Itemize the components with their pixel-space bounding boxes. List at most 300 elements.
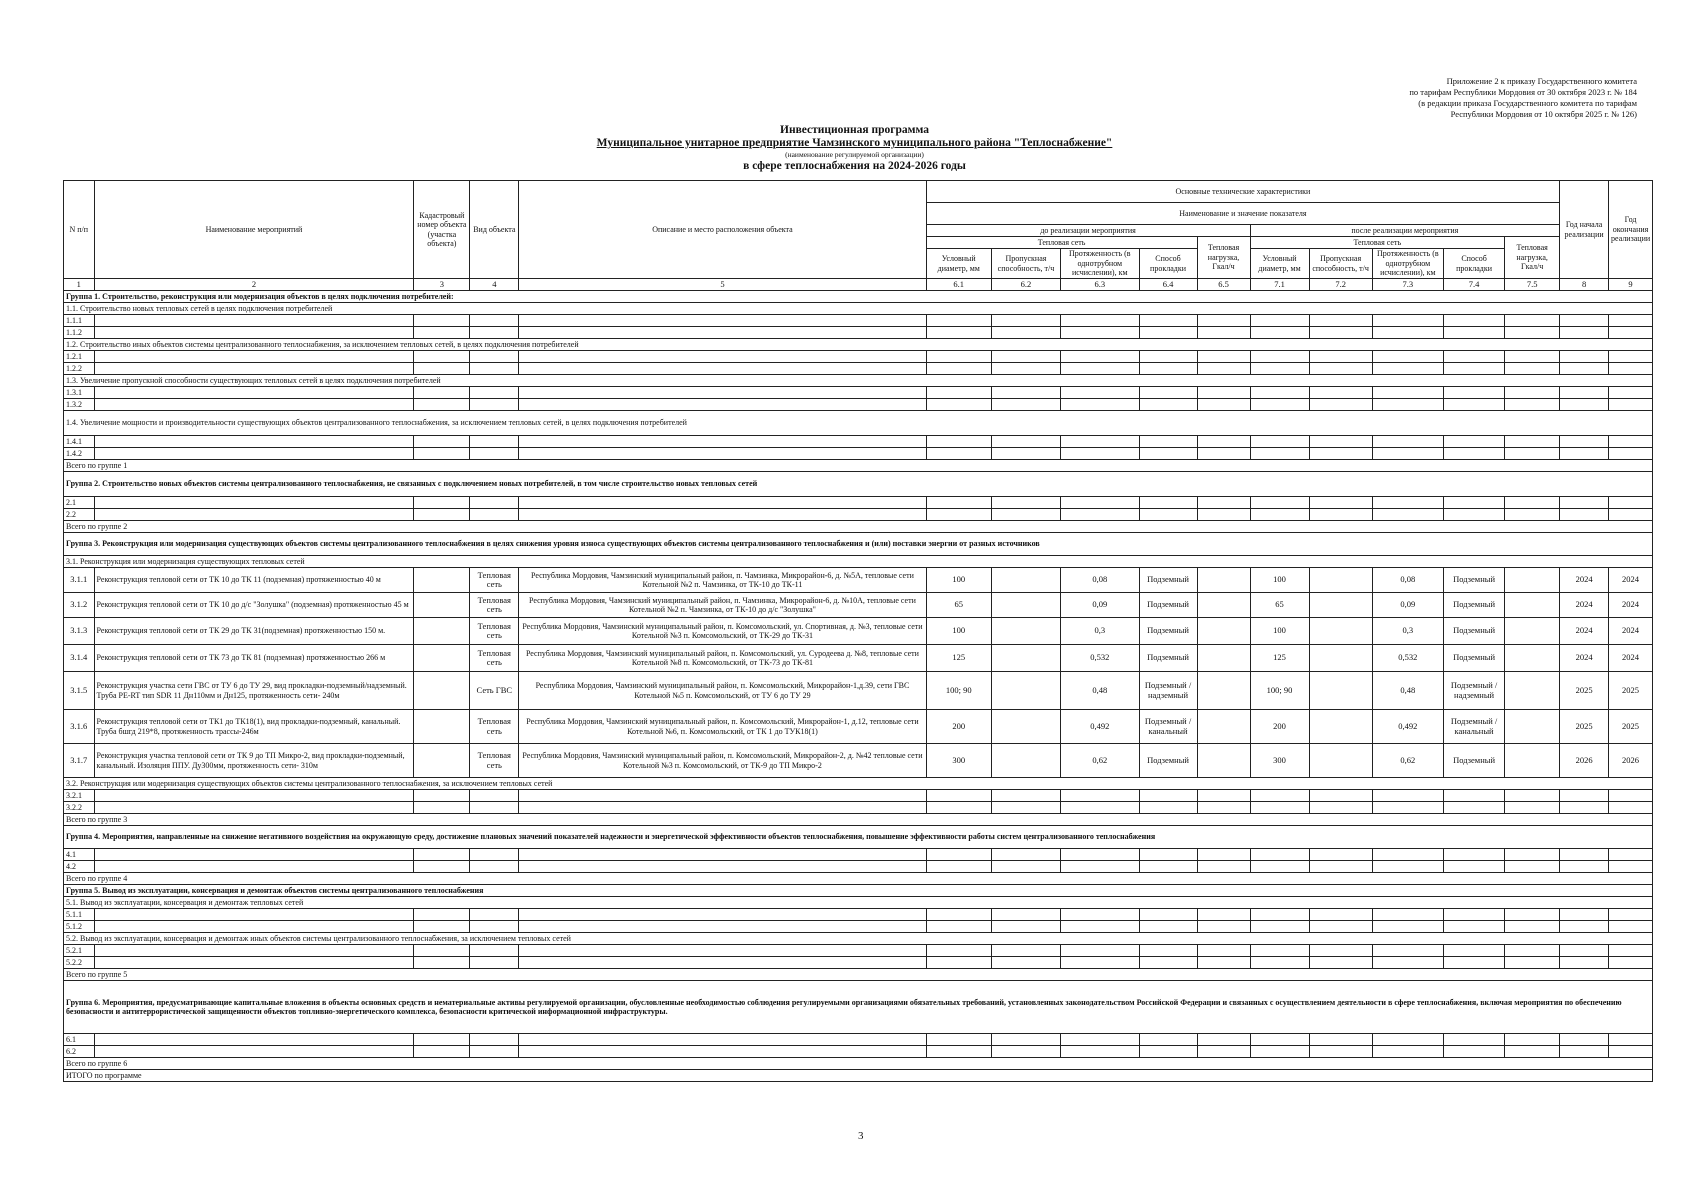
cell-desc: Республика Мордовия, Чамзинский муниципальный район, п. Комсомольский, ул. Суродеева д. №8, тепловые сети Котельной №8 п. Комсомольский, от ТК-73 до ТК-81 bbox=[519, 645, 926, 672]
empty-cell bbox=[1372, 921, 1443, 933]
empty-cell bbox=[926, 436, 991, 448]
table-row bbox=[64, 315, 1653, 327]
cell-name: Реконструкция тепловой сети от ТК 29 до ТК 31(подземная) протяженностью 150 м. bbox=[94, 618, 414, 645]
header-description: Описание и место расположения объекта bbox=[519, 181, 926, 279]
empty-cell bbox=[414, 363, 470, 375]
cell-c2 bbox=[1309, 568, 1372, 593]
empty-cell bbox=[1197, 849, 1250, 861]
section-title: Всего по группе 2 bbox=[64, 521, 1653, 533]
section-title: Группа 2. Строительство новых объектов системы централизованного теплоснабжения, не связанных с подключением новых потребителей, в том числе строительство новых тепловых сетей bbox=[64, 472, 1653, 497]
cell-start: 2026 bbox=[1560, 744, 1609, 778]
table-row bbox=[64, 497, 1653, 509]
empty-cell bbox=[414, 509, 470, 521]
cell-m2: Подземный bbox=[1444, 593, 1505, 618]
empty-cell bbox=[1560, 327, 1609, 339]
empty-cell bbox=[519, 399, 926, 411]
empty-cell bbox=[1505, 790, 1560, 802]
column-number-cell: 6.5 bbox=[1197, 279, 1250, 291]
empty-cell bbox=[1139, 351, 1197, 363]
empty-cell bbox=[1309, 849, 1372, 861]
cell-m1: Подземный bbox=[1139, 593, 1197, 618]
section-row bbox=[64, 981, 1653, 1034]
empty-cell bbox=[1061, 448, 1139, 460]
empty-cell bbox=[94, 1046, 414, 1058]
empty-cell bbox=[1372, 1034, 1443, 1046]
column-number-cell: 6.1 bbox=[926, 279, 991, 291]
cell-m2: Подземный bbox=[1444, 618, 1505, 645]
cell-num: 3.1.6 bbox=[64, 710, 95, 744]
empty-cell bbox=[1139, 327, 1197, 339]
cell-type: Тепловая сеть bbox=[470, 568, 519, 593]
cell-num: 3.1.3 bbox=[64, 618, 95, 645]
empty-cell bbox=[414, 945, 470, 957]
empty-cell bbox=[519, 1046, 926, 1058]
empty-cell bbox=[1444, 909, 1505, 921]
empty-cell bbox=[1505, 909, 1560, 921]
section-row bbox=[64, 303, 1653, 315]
section-row bbox=[64, 933, 1653, 945]
column-number-cell: 1 bbox=[64, 279, 95, 291]
table-row bbox=[64, 618, 1653, 645]
cell-l2: 0,48 bbox=[1372, 672, 1443, 710]
empty-cell bbox=[1139, 957, 1197, 969]
cell-c2 bbox=[1309, 593, 1372, 618]
empty-cell bbox=[1250, 436, 1309, 448]
empty-cell bbox=[470, 497, 519, 509]
empty-cell bbox=[1197, 351, 1250, 363]
table-body bbox=[64, 181, 1653, 1082]
header-network-before: Тепловая сеть bbox=[926, 237, 1197, 249]
empty-cell bbox=[414, 957, 470, 969]
empty-cell bbox=[1139, 1046, 1197, 1058]
section-title: Всего по группе 3 bbox=[64, 814, 1653, 826]
empty-cell bbox=[519, 497, 926, 509]
cell-h1 bbox=[1197, 672, 1250, 710]
cell-l1: 0,08 bbox=[1061, 568, 1139, 593]
empty-cell bbox=[991, 509, 1060, 521]
empty-cell bbox=[1609, 790, 1653, 802]
empty-cell bbox=[1560, 921, 1609, 933]
empty-cell bbox=[1609, 957, 1653, 969]
section-row bbox=[64, 1058, 1653, 1070]
empty-cell bbox=[414, 790, 470, 802]
section-row bbox=[64, 814, 1653, 826]
empty-cell bbox=[1061, 509, 1139, 521]
empty-cell bbox=[94, 921, 414, 933]
empty-cell bbox=[1505, 802, 1560, 814]
row-number: 1.1.2 bbox=[64, 327, 95, 339]
cell-end: 2025 bbox=[1609, 672, 1653, 710]
empty-cell bbox=[1250, 849, 1309, 861]
empty-cell bbox=[926, 351, 991, 363]
empty-cell bbox=[1250, 497, 1309, 509]
empty-cell bbox=[991, 399, 1060, 411]
table-row bbox=[64, 1034, 1653, 1046]
column-number-cell: 7.4 bbox=[1444, 279, 1505, 291]
empty-cell bbox=[1505, 387, 1560, 399]
empty-cell bbox=[1372, 1046, 1443, 1058]
empty-cell bbox=[1061, 1034, 1139, 1046]
empty-cell bbox=[1560, 387, 1609, 399]
empty-cell bbox=[926, 861, 991, 873]
section-title: Всего по группе 1 bbox=[64, 460, 1653, 472]
cell-num: 3.1.5 bbox=[64, 672, 95, 710]
empty-cell bbox=[1444, 448, 1505, 460]
annex-line: по тарифам Республики Мордовия от 30 октября 2023 г. № 184 bbox=[1409, 87, 1637, 97]
empty-cell bbox=[1505, 945, 1560, 957]
cell-m1: Подземный bbox=[1139, 645, 1197, 672]
cell-l1: 0,62 bbox=[1061, 744, 1139, 778]
empty-cell bbox=[1139, 1034, 1197, 1046]
cell-h2 bbox=[1505, 593, 1560, 618]
empty-cell bbox=[470, 448, 519, 460]
empty-cell bbox=[1444, 363, 1505, 375]
empty-cell bbox=[1250, 957, 1309, 969]
cell-desc: Республика Мордовия, Чамзинский муниципальный район, п. Комсомольский, Микрорайон-2, д. №42 тепловые сети Котельной №3 п. Комсомольский, от ТК-9 до ТП Микро-2 bbox=[519, 744, 926, 778]
empty-cell bbox=[991, 957, 1060, 969]
cell-m1: Подземный / надземный bbox=[1139, 672, 1197, 710]
cell-desc: Республика Мордовия, Чамзинский муниципальный район, п. Комсомольский, Микрорайон-1,д.39, сети ГВС Котельной №5 п. Комсомольский, от ТУ 6 до ТУ 29 bbox=[519, 672, 926, 710]
empty-cell bbox=[1372, 436, 1443, 448]
header-method-after: Способ прокладки bbox=[1444, 249, 1505, 279]
cell-name: Реконструкция тепловой сети от ТК 73 до ТК 81 (подземная) протяженностью 266 м bbox=[94, 645, 414, 672]
empty-cell bbox=[1197, 315, 1250, 327]
empty-cell bbox=[1197, 790, 1250, 802]
empty-cell bbox=[1560, 448, 1609, 460]
empty-cell bbox=[414, 1046, 470, 1058]
cell-m2: Подземный bbox=[1444, 744, 1505, 778]
empty-cell bbox=[94, 327, 414, 339]
cell-num: 3.1.4 bbox=[64, 645, 95, 672]
empty-cell bbox=[1444, 945, 1505, 957]
section-title: Группа 5. Вывод из эксплуатации, консервация и демонтаж объектов системы централизованного теплоснабжения bbox=[64, 885, 1653, 897]
empty-cell bbox=[1250, 790, 1309, 802]
cell-d2: 200 bbox=[1250, 710, 1309, 744]
cell-c1 bbox=[991, 744, 1060, 778]
empty-cell bbox=[1372, 945, 1443, 957]
cell-l1: 0,532 bbox=[1061, 645, 1139, 672]
section-title: 5.2. Вывод из эксплуатации, консервация и демонтаж иных объектов системы централизованного теплоснабжения, за исключением тепловых сетей bbox=[64, 933, 1653, 945]
cell-d1: 100; 90 bbox=[926, 672, 991, 710]
column-number-cell: 7.2 bbox=[1309, 279, 1372, 291]
empty-cell bbox=[991, 351, 1060, 363]
row-number: 1.1.1 bbox=[64, 315, 95, 327]
header-length-after: Протяженность (в однотрубном исчислении), км bbox=[1372, 249, 1443, 279]
cell-l1: 0,09 bbox=[1061, 593, 1139, 618]
cell-d2: 300 bbox=[1250, 744, 1309, 778]
empty-cell bbox=[1061, 945, 1139, 957]
empty-cell bbox=[991, 436, 1060, 448]
empty-cell bbox=[1444, 957, 1505, 969]
empty-cell bbox=[1609, 849, 1653, 861]
empty-cell bbox=[414, 351, 470, 363]
empty-cell bbox=[1197, 1034, 1250, 1046]
section-title: 3.1. Реконструкция или модернизация существующих тепловых сетей bbox=[64, 556, 1653, 568]
empty-cell bbox=[991, 1034, 1060, 1046]
column-number-cell: 6.4 bbox=[1139, 279, 1197, 291]
column-number-cell: 9 bbox=[1609, 279, 1653, 291]
empty-cell bbox=[519, 509, 926, 521]
empty-cell bbox=[1250, 1046, 1309, 1058]
empty-cell bbox=[519, 387, 926, 399]
row-number: 5.2.2 bbox=[64, 957, 95, 969]
row-number: 2.1 bbox=[64, 497, 95, 509]
empty-cell bbox=[1250, 448, 1309, 460]
empty-cell bbox=[1250, 387, 1309, 399]
section-row bbox=[64, 460, 1653, 472]
cell-end: 2024 bbox=[1609, 645, 1653, 672]
empty-cell bbox=[1609, 327, 1653, 339]
empty-cell bbox=[991, 327, 1060, 339]
empty-cell bbox=[470, 436, 519, 448]
cell-d1: 200 bbox=[926, 710, 991, 744]
section-title: Группа 1. Строительство, реконструкция или модернизация объектов в целях подключения потребителей: bbox=[64, 291, 1653, 303]
empty-cell bbox=[1139, 802, 1197, 814]
cell-cadastral bbox=[414, 744, 470, 778]
cell-c1 bbox=[991, 568, 1060, 593]
empty-cell bbox=[470, 509, 519, 521]
cell-cadastral bbox=[414, 568, 470, 593]
empty-cell bbox=[1444, 399, 1505, 411]
cell-num: 3.1.7 bbox=[64, 744, 95, 778]
empty-cell bbox=[1139, 509, 1197, 521]
document-title-block bbox=[0, 124, 1697, 173]
empty-cell bbox=[1197, 399, 1250, 411]
empty-cell bbox=[1061, 315, 1139, 327]
empty-cell bbox=[1372, 315, 1443, 327]
table-row bbox=[64, 327, 1653, 339]
section-row bbox=[64, 291, 1653, 303]
section-title: Всего по группе 5 bbox=[64, 969, 1653, 981]
column-number-cell: 5 bbox=[519, 279, 926, 291]
empty-cell bbox=[1505, 921, 1560, 933]
header-indicator: Наименование и значение показателя bbox=[926, 203, 1560, 225]
empty-cell bbox=[1139, 861, 1197, 873]
empty-cell bbox=[1560, 790, 1609, 802]
cell-start: 2024 bbox=[1560, 645, 1609, 672]
cell-desc: Республика Мордовия, Чамзинский муниципальный район, п. Чамзинка, Микрорайон-6, д. №10А, тепловые сети Котельной №2 п. Чамзинка, от ТК-10 до д/с "Золушка" bbox=[519, 593, 926, 618]
empty-cell bbox=[1444, 497, 1505, 509]
empty-cell bbox=[1372, 509, 1443, 521]
table-row bbox=[64, 593, 1653, 618]
empty-cell bbox=[1061, 387, 1139, 399]
row-number: 4.1 bbox=[64, 849, 95, 861]
empty-cell bbox=[94, 448, 414, 460]
header-diameter-after: Условный диаметр, мм bbox=[1250, 249, 1309, 279]
empty-cell bbox=[1061, 790, 1139, 802]
empty-cell bbox=[1560, 436, 1609, 448]
cell-cadastral bbox=[414, 710, 470, 744]
empty-cell bbox=[1139, 790, 1197, 802]
section-row bbox=[64, 375, 1653, 387]
empty-cell bbox=[94, 363, 414, 375]
cell-start: 2025 bbox=[1560, 710, 1609, 744]
empty-cell bbox=[470, 861, 519, 873]
empty-cell bbox=[1444, 802, 1505, 814]
cell-c2 bbox=[1309, 710, 1372, 744]
column-number-cell: 7.3 bbox=[1372, 279, 1443, 291]
empty-cell bbox=[470, 351, 519, 363]
table-row bbox=[64, 645, 1653, 672]
empty-cell bbox=[1197, 909, 1250, 921]
table-row bbox=[64, 861, 1653, 873]
cell-name: Реконструкция тепловой сети от ТК 10 до ТК 11 (подземная) протяженностью 40 м bbox=[94, 568, 414, 593]
empty-cell bbox=[414, 497, 470, 509]
table-row bbox=[64, 744, 1653, 778]
cell-start: 2024 bbox=[1560, 593, 1609, 618]
header-after: после реализации мероприятия bbox=[1250, 225, 1560, 237]
section-title: Группа 4. Мероприятия, направленные на снижение негативного воздействия на окружающую среду, достижение плановых значений показателей надежности и энергетической эффективности объектов теплоснабжения, повышение эффективности работы систем централизованного теплоснабжения bbox=[64, 826, 1653, 849]
empty-cell bbox=[1372, 327, 1443, 339]
cell-d1: 100 bbox=[926, 618, 991, 645]
empty-cell bbox=[1609, 921, 1653, 933]
cell-h2 bbox=[1505, 645, 1560, 672]
empty-cell bbox=[414, 921, 470, 933]
header-capacity-after: Пропускная способность, т/ч bbox=[1309, 249, 1372, 279]
empty-cell bbox=[1609, 497, 1653, 509]
cell-l2: 0,08 bbox=[1372, 568, 1443, 593]
empty-cell bbox=[991, 861, 1060, 873]
empty-cell bbox=[94, 436, 414, 448]
empty-cell bbox=[1372, 957, 1443, 969]
empty-cell bbox=[1609, 363, 1653, 375]
empty-cell bbox=[1609, 1046, 1653, 1058]
section-row bbox=[64, 556, 1653, 568]
empty-cell bbox=[519, 802, 926, 814]
empty-cell bbox=[519, 957, 926, 969]
empty-cell bbox=[1560, 909, 1609, 921]
table-row bbox=[64, 363, 1653, 375]
header-cadastral: Кадастровый номер объекта (участка объекта) bbox=[414, 181, 470, 279]
empty-cell bbox=[1197, 945, 1250, 957]
empty-cell bbox=[1560, 957, 1609, 969]
empty-cell bbox=[414, 1034, 470, 1046]
empty-cell bbox=[519, 945, 926, 957]
organization-note: (наименование регулируемой организации) bbox=[785, 150, 924, 159]
cell-h2 bbox=[1505, 568, 1560, 593]
empty-cell bbox=[926, 802, 991, 814]
empty-cell bbox=[926, 387, 991, 399]
empty-cell bbox=[991, 448, 1060, 460]
cell-end: 2026 bbox=[1609, 744, 1653, 778]
section-row bbox=[64, 826, 1653, 849]
empty-cell bbox=[94, 790, 414, 802]
empty-cell bbox=[1197, 1046, 1250, 1058]
empty-cell bbox=[926, 790, 991, 802]
empty-cell bbox=[519, 921, 926, 933]
table-row bbox=[64, 957, 1653, 969]
empty-cell bbox=[1250, 861, 1309, 873]
empty-cell bbox=[1061, 921, 1139, 933]
section-row bbox=[64, 533, 1653, 556]
empty-cell bbox=[414, 315, 470, 327]
empty-cell bbox=[1560, 802, 1609, 814]
empty-cell bbox=[1061, 351, 1139, 363]
empty-cell bbox=[1309, 802, 1372, 814]
empty-cell bbox=[414, 327, 470, 339]
cell-start: 2024 bbox=[1560, 568, 1609, 593]
cell-end: 2025 bbox=[1609, 710, 1653, 744]
section-title: ИТОГО по программе bbox=[64, 1070, 1653, 1082]
empty-cell bbox=[1372, 497, 1443, 509]
empty-cell bbox=[470, 849, 519, 861]
cell-c1 bbox=[991, 672, 1060, 710]
empty-cell bbox=[1139, 448, 1197, 460]
empty-cell bbox=[1309, 351, 1372, 363]
empty-cell bbox=[1197, 861, 1250, 873]
section-title: 1.4. Увеличение мощности и производительности существующих объектов централизованного теплоснабжения, за исключением тепловых сетей, в целях подключения потребителей bbox=[64, 411, 1653, 436]
empty-cell bbox=[1372, 802, 1443, 814]
cell-end: 2024 bbox=[1609, 618, 1653, 645]
annex-line: Республики Мордовия от 10 октября 2025 г. № 126) bbox=[1450, 109, 1637, 119]
header-load-after: Тепловая нагрузка, Гкал/ч bbox=[1505, 237, 1560, 279]
row-number: 5.1.1 bbox=[64, 909, 95, 921]
cell-type: Тепловая сеть bbox=[470, 593, 519, 618]
empty-cell bbox=[1560, 849, 1609, 861]
empty-cell bbox=[926, 909, 991, 921]
cell-name: Реконструкция участка тепловой сети от ТК 9 до ТП Микро-2, вид прокладки-подземный, канальный. Изоляция ППУ. Ду300мм, протяженность сети- 310м bbox=[94, 744, 414, 778]
empty-cell bbox=[519, 909, 926, 921]
cell-d2: 100 bbox=[1250, 568, 1309, 593]
empty-cell bbox=[1139, 436, 1197, 448]
empty-cell bbox=[94, 957, 414, 969]
empty-cell bbox=[926, 849, 991, 861]
empty-cell bbox=[1139, 399, 1197, 411]
section-title: 1.1. Строительство новых тепловых сетей в целях подключения потребителей bbox=[64, 303, 1653, 315]
empty-cell bbox=[1560, 509, 1609, 521]
empty-cell bbox=[1444, 1046, 1505, 1058]
empty-cell bbox=[1250, 909, 1309, 921]
empty-cell bbox=[1609, 1034, 1653, 1046]
empty-cell bbox=[991, 1046, 1060, 1058]
section-title: Группа 3. Реконструкция или модернизация существующих объектов системы централизованного теплоснабжения в целях снижения уровня износа существующих объектов системы централизованного теплоснабжения и (или) поставки энергии от разных источников bbox=[64, 533, 1653, 556]
empty-cell bbox=[1372, 363, 1443, 375]
empty-cell bbox=[926, 497, 991, 509]
empty-cell bbox=[1609, 387, 1653, 399]
cell-end: 2024 bbox=[1609, 593, 1653, 618]
empty-cell bbox=[1505, 399, 1560, 411]
empty-cell bbox=[1372, 448, 1443, 460]
section-row bbox=[64, 969, 1653, 981]
cell-d2: 100 bbox=[1250, 618, 1309, 645]
empty-cell bbox=[94, 849, 414, 861]
empty-cell bbox=[94, 351, 414, 363]
table-row bbox=[64, 849, 1653, 861]
empty-cell bbox=[414, 436, 470, 448]
empty-cell bbox=[414, 387, 470, 399]
section-row bbox=[64, 521, 1653, 533]
empty-cell bbox=[1505, 363, 1560, 375]
cell-type: Тепловая сеть bbox=[470, 710, 519, 744]
empty-cell bbox=[991, 315, 1060, 327]
empty-cell bbox=[519, 315, 926, 327]
empty-cell bbox=[1372, 351, 1443, 363]
empty-cell bbox=[1139, 497, 1197, 509]
empty-cell bbox=[1505, 957, 1560, 969]
table-row bbox=[64, 672, 1653, 710]
row-number: 6.1 bbox=[64, 1034, 95, 1046]
cell-m1: Подземный bbox=[1139, 618, 1197, 645]
empty-cell bbox=[1061, 802, 1139, 814]
empty-cell bbox=[1139, 921, 1197, 933]
cell-h2 bbox=[1505, 710, 1560, 744]
cell-d2: 125 bbox=[1250, 645, 1309, 672]
section-title: 1.3. Увеличение пропускной способности существующих тепловых сетей в целях подключения потребителей bbox=[64, 375, 1653, 387]
cell-c1 bbox=[991, 618, 1060, 645]
empty-cell bbox=[1372, 909, 1443, 921]
empty-cell bbox=[519, 448, 926, 460]
empty-cell bbox=[94, 497, 414, 509]
